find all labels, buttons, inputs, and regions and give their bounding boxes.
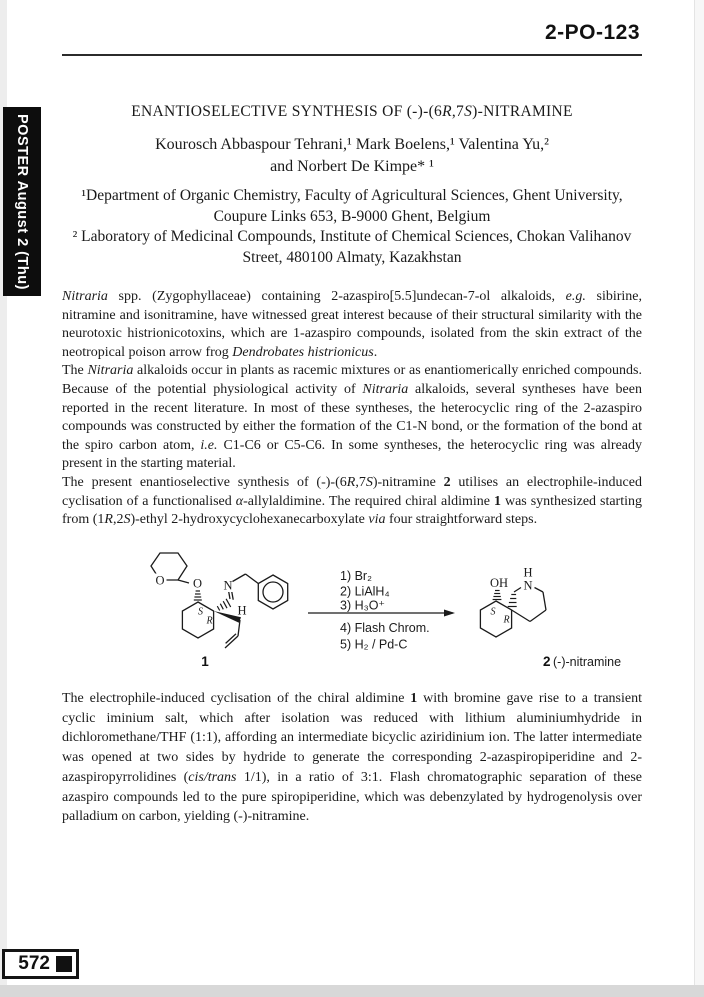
page-number: 572 xyxy=(18,953,50,974)
compound-2-label: 2 xyxy=(543,654,551,669)
affiliation-line: Street, 480100 Almaty, Kazakhstan xyxy=(242,248,462,266)
hashed-wedge-oh xyxy=(493,591,502,600)
hashed-wedge-imine xyxy=(217,599,230,611)
affiliations-block xyxy=(62,186,642,268)
paragraph-3: The present enantioselective synthesis of (-)-(6R,7S)-nitramine 2 utilises an electrophile-induced cyclisation of a functionalised α-allylaldimine. The required chiral aldimine 1 was synthesized starting from (1R,2S)-ethyl 2-hydroxycyclohexanecarboxylate via four straightforward steps. xyxy=(62,474,642,528)
stereo-s-label-1: S xyxy=(198,606,203,618)
hydroxyl-group xyxy=(490,576,508,600)
authors-block xyxy=(62,134,642,178)
condition-step-4: 4) Flash Chrom. xyxy=(340,621,430,635)
abstract-text-lower xyxy=(62,689,642,827)
thp-oxygen-label: O xyxy=(155,573,165,588)
stereo-r-label-2: R xyxy=(503,614,510,626)
cyclohexane-ring-2 xyxy=(480,601,511,637)
page-number-box xyxy=(2,949,79,979)
imine-n-label: N xyxy=(223,578,233,593)
page-marker-square-icon xyxy=(56,956,72,972)
condition-step-1: 1) Br₂ xyxy=(340,569,372,583)
ether-linkage xyxy=(178,577,205,601)
authors-line-2: and Norbert De Kimpe* ¹ xyxy=(270,158,434,175)
paragraph-1: Nitraria spp. (Zygophyllaceae) containing 2-azaspiro[5.5]undecan-7-ol alkaloids, e.g. sibirine, nitramine and isonitramine, have witnessed great interest because of their structural similarity with the neurotoxic histrionicotoxins, which are 1-azaspiro compounds, isolated from the skin extract of the neotropical poison arrow frog Dendrobates histrionicus. xyxy=(62,289,642,360)
condition-step-2: 2) LiAlH₄ xyxy=(340,584,390,599)
amine-h-label: H xyxy=(523,565,533,580)
reaction-scheme xyxy=(62,548,642,690)
stereo-s-label-2: S xyxy=(490,606,496,618)
thp-ring xyxy=(151,553,187,588)
condition-step-5: 5) H₂ / Pd-C xyxy=(340,637,408,652)
stereo-r-label-1: R xyxy=(206,615,213,627)
oh-label: OH xyxy=(489,576,509,590)
scan-edge-right xyxy=(695,0,704,997)
affiliation-line: ² Laboratory of Medicinal Compounds, Institute of Chemical Sciences, Chokan Valihanov xyxy=(72,228,632,245)
paragraph-4: The electrophile-induced cyclisation of the chiral aldimine 1 with bromine gave rise to a transient cyclic iminium salt, which after isolation was reduced with lithium aluminiumhydride in dichloromethane/THF (1:1), affording an intermediate bicyclic aziridinium ion. The latter intermediate was opened at two sides by hydride to generate the corresponding 2-azaspiropiperidine and 2-azaspiropyrrolidines (cis/trans 1/1), in a ratio of 3:1. Flash chromatographic separation of these azaspiro compounds led to the pure spiropiperidine, which was debenzylated by hydrogenolysis over palladium on carbon, yielding (-)-nitramine. xyxy=(62,691,642,825)
benzene-ring xyxy=(258,575,287,609)
allyl-group xyxy=(214,611,241,648)
paper-title: ENANTIOSELECTIVE SYNTHESIS OF (-)-(6R,7S)-NITRAMINE xyxy=(131,103,573,120)
reaction-scheme-drawing xyxy=(62,548,642,690)
compound-2-name: (-)-nitramine xyxy=(553,655,622,669)
session-tab xyxy=(3,107,41,296)
session-tab-label: POSTER August 2 (Thu) xyxy=(14,113,30,290)
scan-edge-bottom xyxy=(0,985,704,997)
affiliation-line: Coupure Links 653, B-9000 Ghent, Belgium xyxy=(213,207,491,225)
piperidine-ring xyxy=(508,566,546,622)
poster-code: 2-PO-123 xyxy=(544,21,640,44)
cyclohexane-ring-1 xyxy=(182,602,213,638)
authors-line-1: Kourosch Abbaspour Tehrani,¹ Mark Boelens,¹ Valentina Yu,² xyxy=(155,136,549,153)
ether-oxygen-label: O xyxy=(192,576,203,591)
benzylimine-group xyxy=(217,574,287,618)
compound-1-label: 1 xyxy=(201,654,209,669)
hashed-wedge-spiro xyxy=(508,595,517,607)
abstract-text-upper xyxy=(62,288,642,530)
paragraph-2: The Nitraria alkaloids occur in plants as racemic mixtures or as enantiomerically enriched compounds. Because of the potential physiological activity of Nitraria alkaloids, several syntheses have been reported in the recent literature. In most of these syntheses, the heterocyclic ring of the 2-azaspiro compounds was constructed by either the formation of the C1-N bond, or the formation of the bond at the spiro carbon atom, i.e. C1-C6 or C5-C6. In some syntheses, the heterocyclic ring was already present in the starting material. xyxy=(62,363,643,472)
amine-n-label: N xyxy=(523,578,533,593)
hashed-wedge-otHP xyxy=(194,591,202,600)
condition-step-3: 3) H₃O⁺ xyxy=(340,598,386,613)
affiliation-line: ¹Department of Organic Chemistry, Faculty of Agricultural Sciences, Ghent University, xyxy=(81,187,623,204)
imine-h-label: H xyxy=(237,603,247,618)
header-rule xyxy=(62,54,642,56)
